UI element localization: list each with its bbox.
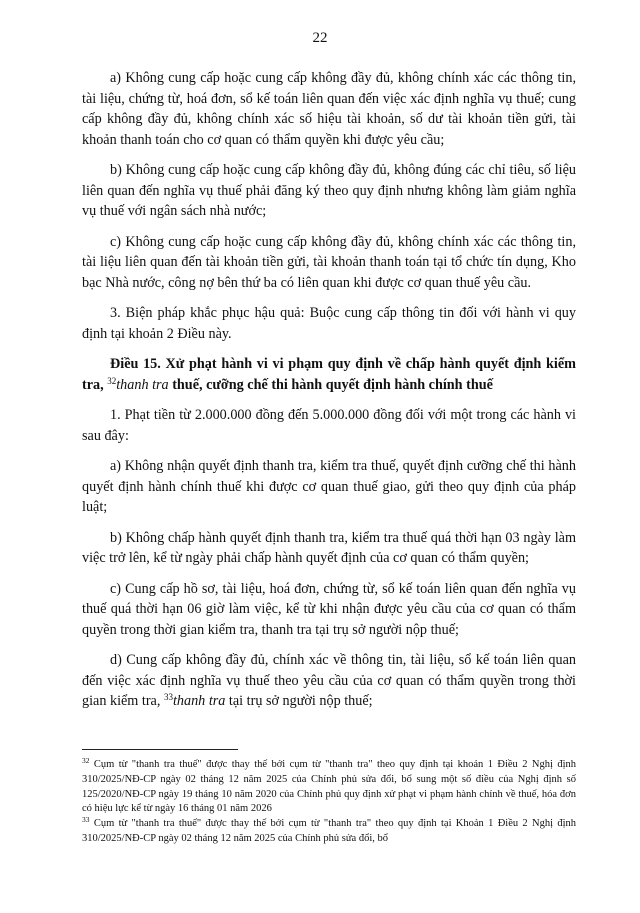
footnote-ref-33[interactable]: 33 (163, 692, 173, 702)
footnote-text: Cụm từ "thanh tra thuế" được thay thế bởi cụm từ "thanh tra" theo quy định tại Khoản 1 Điều 2 Nghị định 310/2025/NĐ-CP ngày 02 tháng 12 năm 2025 của Chính phủ sửa đổi, bổ (82, 818, 576, 844)
footnote-marker: 32 (82, 756, 90, 765)
footnotes-section (82, 758, 576, 847)
footnote-marker: 33 (82, 815, 90, 825)
article-15-heading (82, 354, 576, 395)
paragraph-1d-italic: thanh tra (172, 693, 226, 709)
document-body (82, 68, 576, 722)
paragraph-1d (82, 650, 576, 712)
page-number: 22 (312, 30, 328, 46)
heading-text-part1: Điều 15. Xử phạt hành vi vi phạm quy định về chấp hành quyết định kiểm tra, (82, 356, 576, 393)
paragraph-1c: c) Cung cấp hồ sơ, tài liệu, hoá đơn, chứng từ, sổ kế toán liên quan đến nghĩa vụ thuế quá thời hạn 06 giờ làm việc, kể từ khi nhận được yêu cầu của cơ quan có thẩm quyền trong thời gian kiểm tra, thanh tra tại trụ sở người nộp thuế; (82, 580, 576, 638)
footnote-32 (82, 758, 576, 817)
paragraph-2c: c) Không cung cấp hoặc cung cấp không đầy đủ, không chính xác các thông tin, tài liệu liên quan đến tài khoản tiền gửi, tài khoản thanh toán tại tổ chức tín dụng, Kho bạc Nhà nước, công nợ bên thứ ba có liên quan khi được cơ quan thuế yêu cầu. (82, 233, 576, 291)
heading-italic-text: thanh tra (116, 376, 169, 393)
paragraph-1d-part1: d) Cung cấp không đầy đủ, chính xác về thông tin, tài liệu, sổ kế toán liên quan đến việc xác định nghĩa vụ thuế theo yêu cầu của cơ quan có thẩm quyền trong thời gian kiểm tra, (82, 652, 576, 709)
footnote-divider (82, 749, 238, 750)
paragraph-1: 1. Phạt tiền từ 2.000.000 đồng đến 5.000.000 đồng đối với một trong các hành vi sau đây: (82, 407, 576, 444)
footnote-ref-32[interactable]: 32 (107, 375, 117, 386)
paragraph-1d-part2: tại trụ sở người nộp thuế; (225, 693, 373, 709)
footnote-33 (82, 817, 576, 847)
heading-text-part2: thuế, cưỡng chế thi hành quyết định hành chính thuế (168, 376, 493, 393)
paragraph-2b: b) Không cung cấp hoặc cung cấp không đầy đủ, không đúng các chỉ tiêu, số liệu liên quan đến nghĩa vụ thuế phải đăng ký theo quy định nhưng không làm giảm nghĩa vụ thuế với ngân sách nhà nước; (82, 162, 576, 219)
paragraph-1a: a) Không nhận quyết định thanh tra, kiểm tra thuế, quyết định cưỡng chế thi hành quyết định hành chính thuế khi được cơ quan thuế giao, gửi theo quy định của pháp luật; (82, 458, 576, 515)
paragraph-3: 3. Biện pháp khắc phục hậu quả: Buộc cung cấp thông tin đối với hành vi quy định tại khoản 2 Điều này. (82, 305, 576, 342)
paragraph-1b: b) Không chấp hành quyết định thanh tra, kiểm tra thuế quá thời hạn 03 ngày làm việc trở lên, kể từ ngày phải chấp hành quyết định của cơ quan có thẩm quyền; (82, 529, 576, 566)
paragraph-2a: a) Không cung cấp hoặc cung cấp không đầy đủ, không chính xác các thông tin, tài liệu, chứng từ, hoá đơn, sổ kế toán liên quan đến việc xác định nghĩa vụ thuế; cung cấp không đầy đủ, không chính xác số hiệu tài khoản, số dư tài khoản tiền gửi, tài khoản thanh toán cho cơ quan có thẩm quyền khi được yêu cầu; (82, 70, 576, 148)
footnote-text: Cụm từ "thanh tra thuế" được thay thế bởi cụm từ "thanh tra" theo quy định tại khoản 1 Điều 2 Nghị định 310/2025/NĐ-CP ngày 02 tháng 12 năm 2025 của Chính phủ sửa đổi, bổ sung một số điều của Nghị định số 125/2020/NĐ-CP ngày 19 tháng 10 năm 2020 của Chính phủ quy định xử phạt vi phạm hành chính về thuế, hóa đơn có hiệu lực kể từ ngày 16 tháng 01 năm 2026 (82, 759, 576, 815)
